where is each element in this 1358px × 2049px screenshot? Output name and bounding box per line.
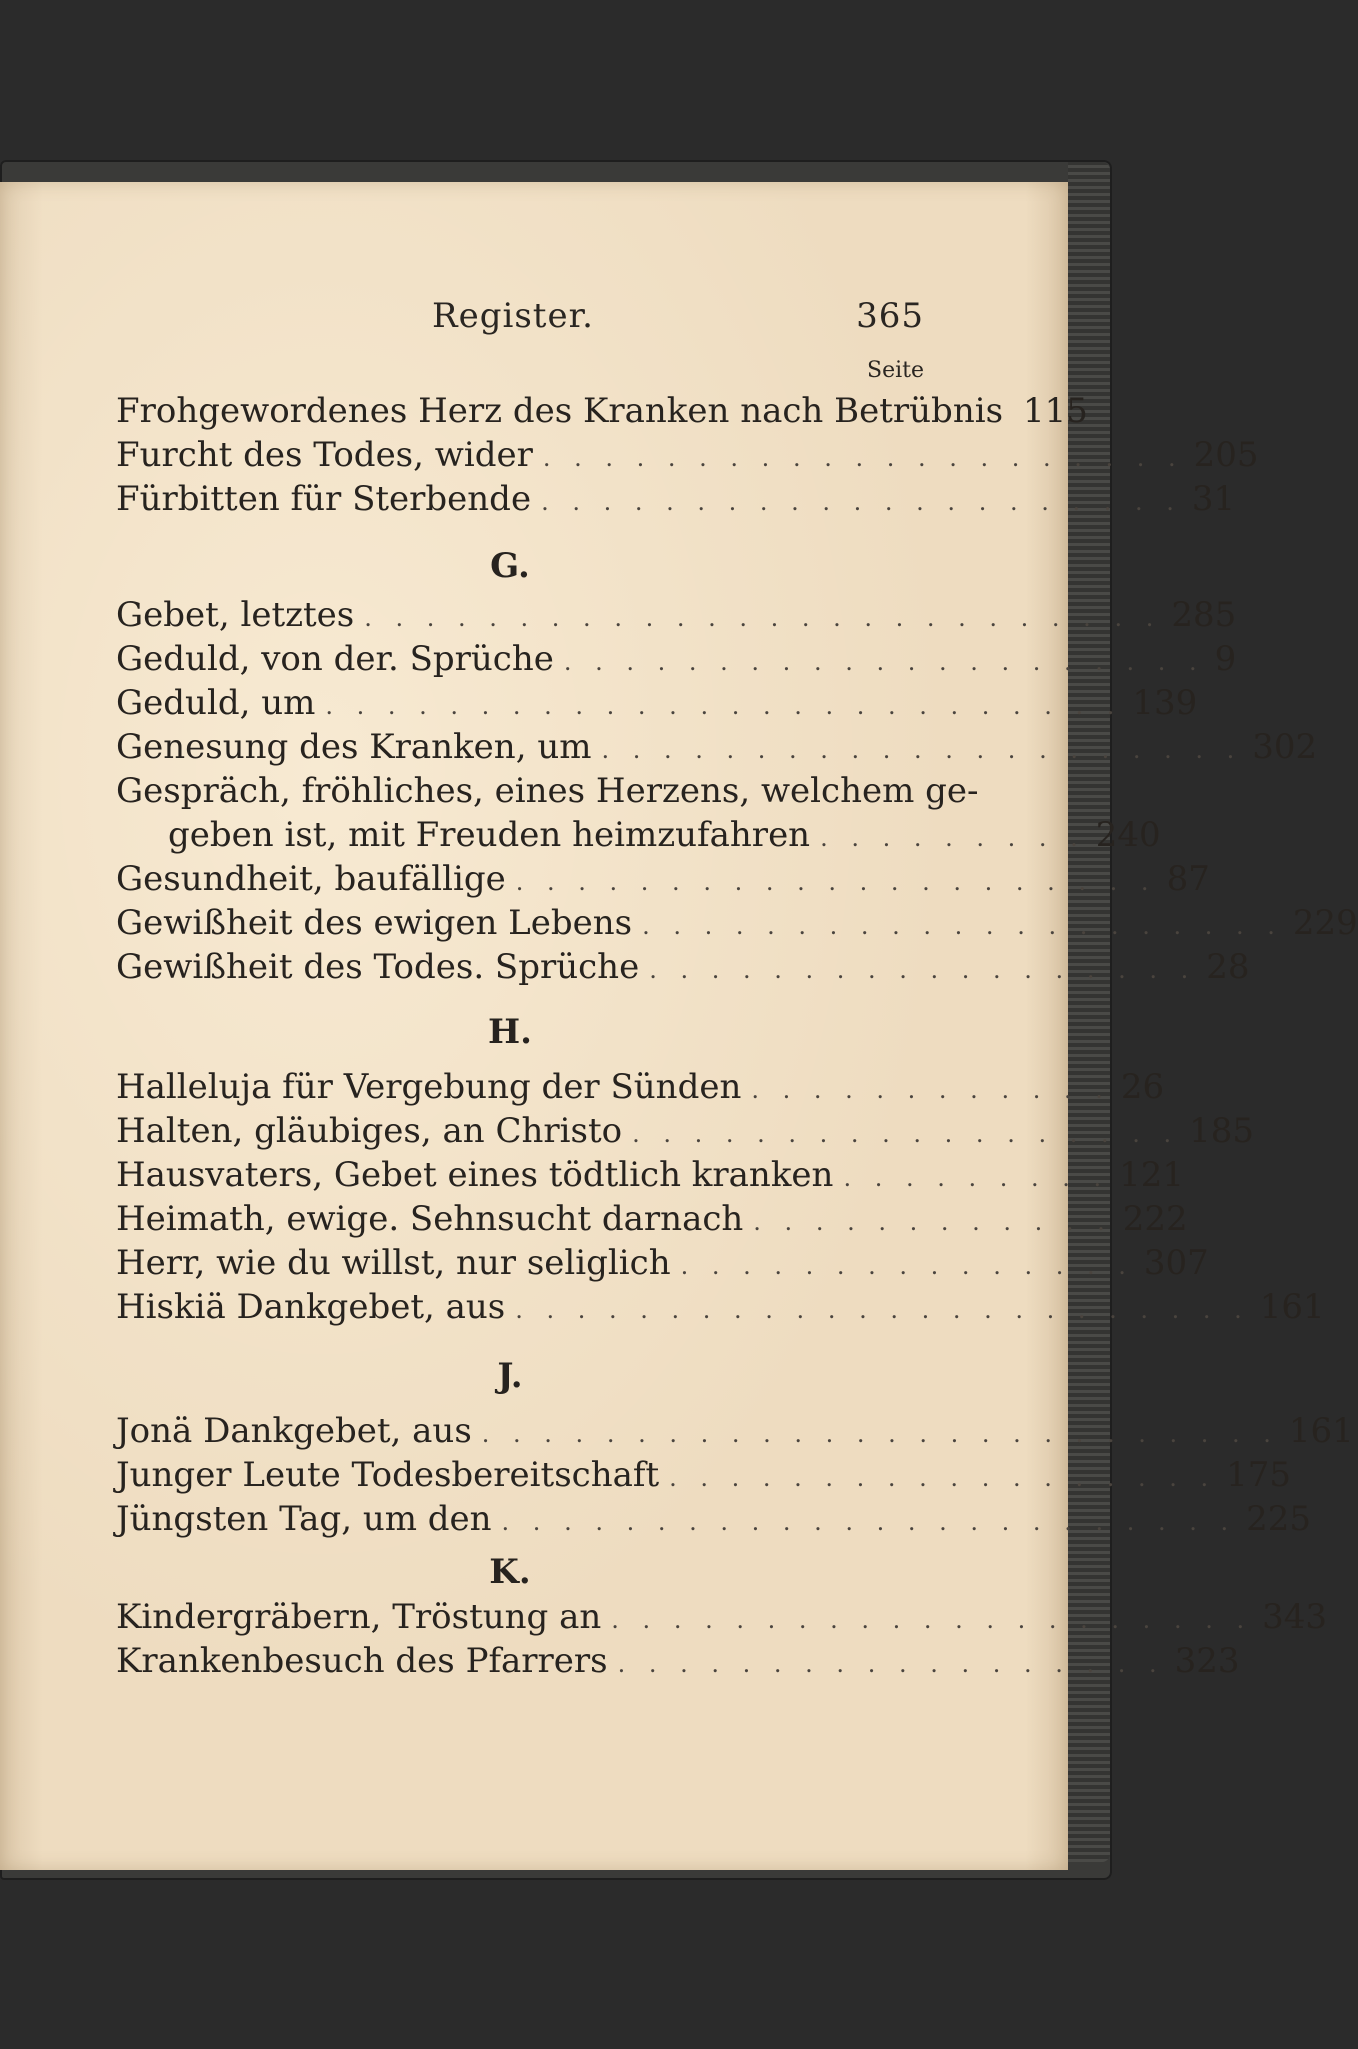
entry-text: Fürbitten für Sterbende: [116, 479, 532, 519]
leader-dots: . . . . . . . . . . . . . . . . . . . . . . . . . .: [364, 604, 1162, 632]
leader-dots: . . . . . . . . . . . . . . . . . .: [617, 1650, 1165, 1678]
entry-page: 302: [1252, 727, 1318, 767]
entry-page: 343: [1262, 1597, 1327, 1637]
index-entry: [116, 1154, 1185, 1196]
section-letter: J.: [497, 1356, 523, 1396]
entry-page: 222: [1122, 1199, 1188, 1239]
index-entry: [116, 390, 1088, 432]
entry-page: 115: [1023, 391, 1088, 431]
entry-text: Halten, gläubiges, an Christo: [116, 1111, 623, 1151]
index-entry: [116, 1286, 1325, 1328]
index-entry: [116, 478, 1236, 520]
index-entry: [116, 1454, 1292, 1496]
leader-dots: . . . . . . . . . . . . . . . . . .: [649, 956, 1197, 984]
entry-page: 205: [1193, 435, 1259, 475]
index-entry: [116, 858, 1210, 900]
entry-page: 240: [1095, 815, 1161, 855]
entry-text: Heimath, ewige. Sehnsucht darnach: [116, 1199, 744, 1239]
index-entry: [116, 638, 1237, 680]
entry-page: 161: [1288, 1411, 1354, 1451]
entry-text: Furcht des Todes, wider: [116, 435, 533, 475]
leader-dots: . . . . . . . . . . . . . . . . . . . . .: [542, 444, 1184, 472]
index-entry: [116, 1066, 1165, 1108]
entry-text: Gesundheit, baufällige: [116, 859, 506, 899]
index-entry: [116, 1198, 1188, 1240]
page-number: 365: [856, 296, 924, 336]
entry-text: Genesung des Kranken, um: [116, 727, 592, 767]
entry-text: Gebet, letztes: [116, 595, 355, 635]
entry-text: Herr, wie du willst, nur seliglich: [116, 1243, 671, 1283]
section-letter: G.: [490, 546, 530, 586]
entry-page: 285: [1171, 595, 1237, 635]
entry-page: 229: [1292, 903, 1358, 943]
index-entry: [116, 770, 979, 812]
entry-text: Gewißheit des ewigen Lebens: [116, 903, 633, 943]
index-entry: [116, 434, 1259, 476]
index-entry: [116, 594, 1237, 636]
entry-text: Frohgewordenes Herz des Kranken nach Betrübnis: [116, 391, 1004, 431]
section-letter: H.: [488, 1012, 532, 1052]
entry-text: Halleluja für Vergebung der Sünden: [116, 1067, 742, 1107]
entry-text: Hiskiä Dankgebet, aus: [116, 1287, 506, 1327]
entry-page: 323: [1174, 1641, 1240, 1681]
entry-text: Jonä Dankgebet, aus: [116, 1411, 472, 1451]
leader-dots: . . . . . . . . . . . . . . . . . .: [632, 1120, 1180, 1148]
entry-text: Junger Leute Todesbereitschaft: [116, 1455, 660, 1495]
leader-dots: . . . . . . . . . . . . . . . . . . . . . . . . . .: [481, 1420, 1279, 1448]
entry-text: Gewißheit des Todes. Sprüche: [116, 947, 640, 987]
page-column-label: Seite: [867, 358, 924, 383]
leader-dots: . . . . . . . . . . . .: [753, 1208, 1113, 1236]
leader-dots: . . . . . . . . . . . . . . . . . . . . .: [515, 868, 1157, 896]
leader-dots: . . . . . . . . . . . . . . . . . . . . .: [611, 1606, 1253, 1634]
leader-dots: . . . . . . . . . . . . . . . . . .: [669, 1464, 1217, 1492]
entry-page: 225: [1246, 1499, 1312, 1539]
entry-page: 139: [1132, 683, 1198, 723]
entry-page: 28: [1206, 947, 1250, 987]
entry-text: geben ist, mit Freuden heimzufahren: [168, 815, 811, 855]
index-entry: [116, 902, 1358, 944]
entry-page: 161: [1259, 1287, 1325, 1327]
entry-page: 175: [1226, 1455, 1292, 1495]
index-entry: [116, 682, 1198, 724]
leader-dots: . . . . . . . . . . . . . . .: [680, 1252, 1134, 1280]
index-entry: [116, 946, 1250, 988]
leader-dots: . . . . . . . . . . . . . . . . . . . . .: [642, 912, 1283, 940]
section-letter: K.: [489, 1552, 531, 1592]
entry-page: 9: [1214, 639, 1237, 679]
running-header: [0, 296, 1356, 340]
entry-text: Geduld, von der. Sprüche: [116, 639, 554, 679]
entry-page: 185: [1189, 1111, 1255, 1151]
index-entry: [116, 726, 1318, 768]
entry-page: 87: [1166, 859, 1210, 899]
entry-page: 307: [1143, 1243, 1209, 1283]
index-entry: [116, 1640, 1240, 1682]
entry-text: Gespräch, fröhliches, eines Herzens, welchem ge-: [116, 771, 979, 811]
leader-dots: . . . . . . . . .: [843, 1164, 1110, 1192]
entry-page: 121: [1119, 1155, 1185, 1195]
leader-dots: . . . . . . . . .: [820, 824, 1086, 852]
entry-text: Krankenbesuch des Pfarrers: [116, 1641, 608, 1681]
entry-page: 31: [1191, 479, 1236, 519]
leader-dots: . . . . . . . . . . . . . . . . . . . . . . . . . .: [325, 692, 1123, 720]
leader-dots: . . . . . . . . . . . . . . . . . . . . . . . .: [515, 1296, 1250, 1324]
entry-text: Kindergräbern, Tröstung an: [116, 1597, 602, 1637]
leader-dots: . . . . . . . . . . . . . . . . . . . . .: [563, 648, 1205, 676]
entry-page: 26: [1120, 1067, 1165, 1107]
index-entry: [116, 1498, 1312, 1540]
running-title: Register.: [432, 296, 594, 336]
index-entry: [116, 1110, 1255, 1152]
index-entry: [116, 1596, 1327, 1638]
leader-dots: . . . . . . . . . . . . . . . . . . . . .: [541, 488, 1182, 516]
leader-dots: . . . . . . . . . . . .: [751, 1076, 1111, 1104]
leader-dots: . . . . . . . . . . . . . . . . . . . . . . . .: [501, 1508, 1237, 1536]
entry-text: Geduld, um: [116, 683, 316, 723]
leader-dots: . . . . . . . . . . . . . . . . . . . . .: [601, 736, 1243, 764]
entry-text: Jüngsten Tag, um den: [116, 1499, 492, 1539]
entry-text: Hausvaters, Gebet eines tödtlich kranken: [116, 1155, 834, 1195]
index-entry-continuation: [168, 814, 1161, 856]
index-entry: [116, 1410, 1354, 1452]
index-entry: [116, 1242, 1209, 1284]
